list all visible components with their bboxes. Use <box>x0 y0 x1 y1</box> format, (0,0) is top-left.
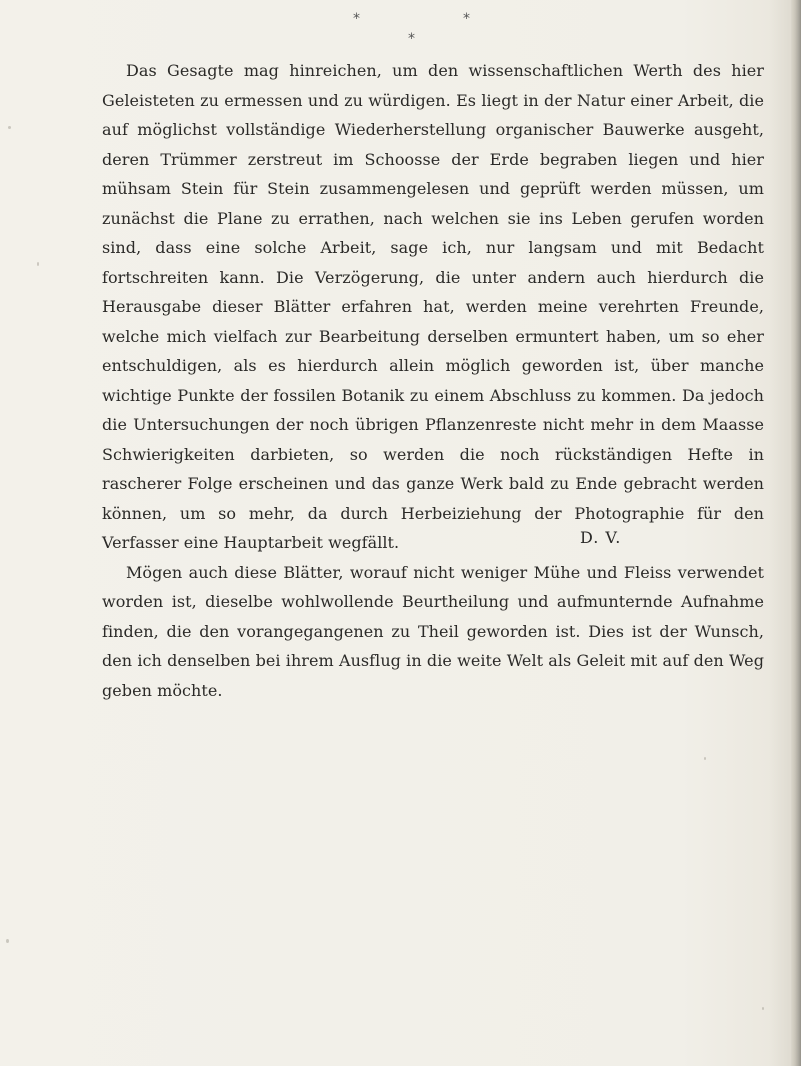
page-edge-shadow <box>791 0 801 1066</box>
paragraph: Mögen auch diese Blätter, worauf nicht weniger Mühe und Fleiss verwendet worden ist, dieselbe wohlwollende Beurtheilung und aufmunternde Aufnahme finden, die den vorangegangenen zu Theil geworden ist. Dies ist der Wunsch, den ich denselben bei ihrem Ausflug in die weite Welt als Geleit mit auf den Weg geben möchte. <box>102 562 764 700</box>
paragraph: Das Gesagte mag hinreichen, um den wissenschaftlichen Werth des hier Geleisteten zu ermessen und zu würdigen. Es liegt in der Natur einer Arbeit, die auf möglichst vollständige Wiederherstellung organischer Bauwerke ausgeht, deren Trümmer zerstreut im Schoosse der Erde begraben liegen und hier mühsam Stein für Stein zusammengelesen und geprüft werden müssen, um zunächst die Plane zu errathen, nach welchen sie ins Leben gerufen worden sind, dass eine solche Arbeit, sage ich, nur langsam und mit Bedacht fortschreiten kann. Die Verzögerung, die unter andern auch hierdurch die Herausgabe dieser Blätter erfahren hat, werden meine verehrten Freunde, welche mich vielfach zur Bearbeitung derselben ermuntert haben, um so eher entschuldigen, als es hierdurch allein möglich geworden ist, über manche wichtige Punkte der fossilen Botanik zu einem Abschluss zu kommen. Da jedoch die Untersuchungen der noch übrigen Pflanzenreste nicht mehr in dem Maasse Schwierigkeiten darbieten, so werden die noch rückständigen Hefte in rascherer Folge erscheinen und das ganze Werk bald zu Ende gebracht werden können, um so mehr, da durch Herbeiziehung der Photographie für den Verfasser eine Hauptarbeit wegfällt. <box>102 61 764 552</box>
paper-speck <box>8 126 11 129</box>
asterism-star: * <box>408 31 415 47</box>
paper-speck <box>6 939 9 943</box>
signature-initials: D. V. <box>580 528 622 547</box>
paper-speck <box>762 1007 764 1010</box>
asterism-star: * <box>463 11 470 27</box>
paper-speck <box>704 757 706 760</box>
body-text <box>102 56 764 705</box>
paper-speck <box>37 262 39 266</box>
asterism-star: * <box>353 11 360 27</box>
asterism <box>353 12 483 58</box>
paper-speck <box>710 597 713 599</box>
